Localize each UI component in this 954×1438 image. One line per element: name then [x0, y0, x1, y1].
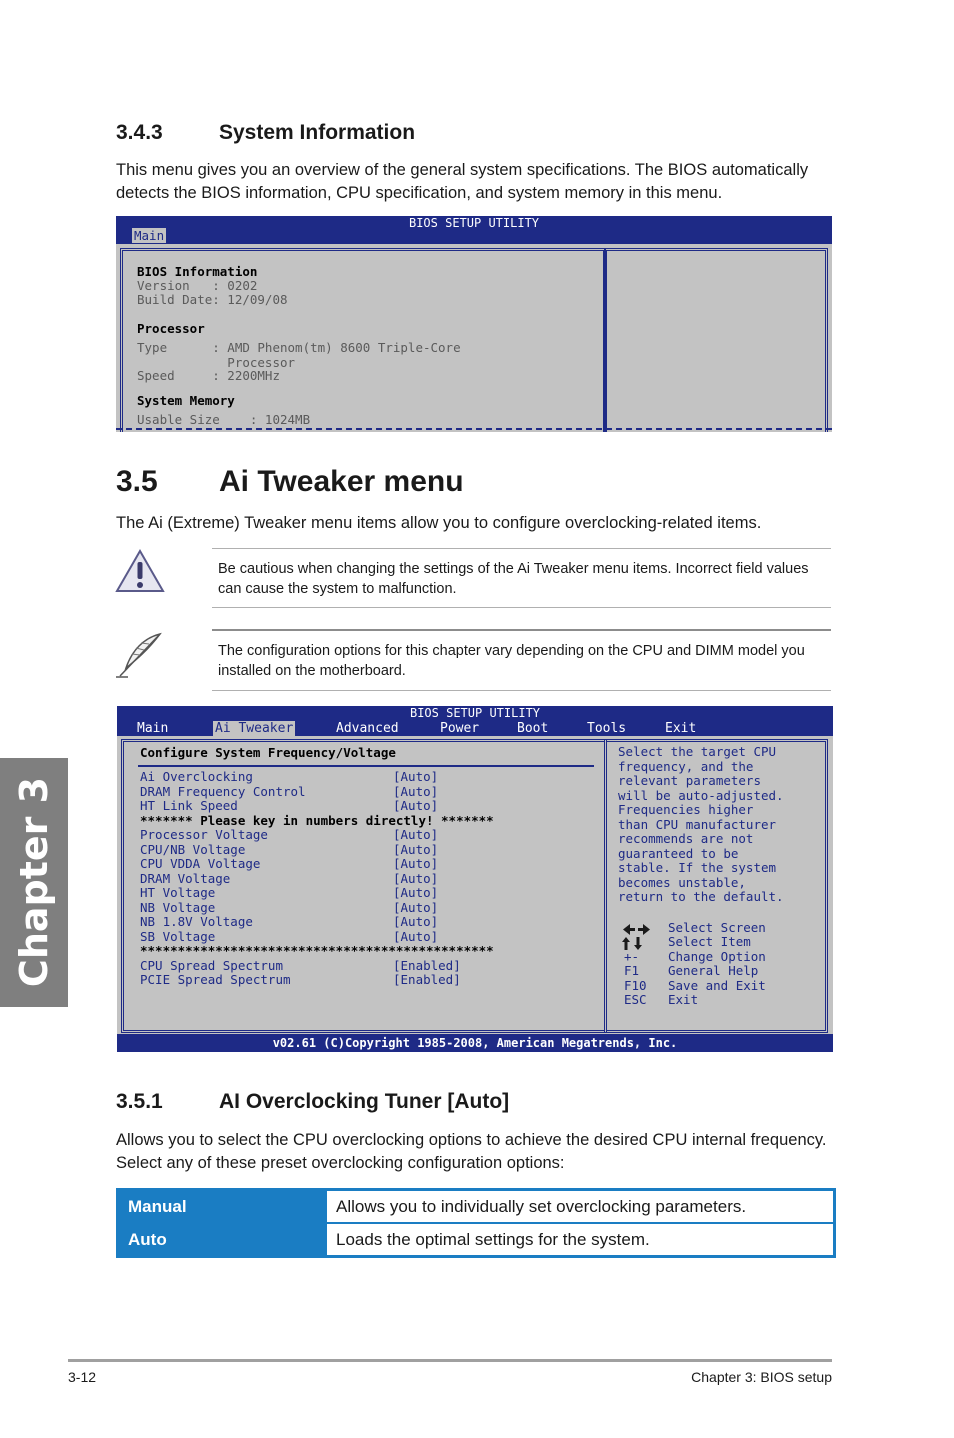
- bios-tab-main[interactable]: Main: [134, 228, 165, 243]
- item-cpu-vdda-voltage-label[interactable]: CPU VDDA Voltage: [140, 856, 261, 871]
- bios-bottom-bar: [117, 1034, 833, 1052]
- section-35-body: The Ai (Extreme) Tweaker menu items allow you to configure overclocking-related items.: [116, 514, 762, 532]
- table-row: [119, 1224, 833, 1255]
- bios-menu-tools[interactable]: Tools: [587, 721, 627, 736]
- table-row: [119, 1191, 833, 1222]
- bios-screenshot-system-info: [116, 216, 832, 432]
- item-cpu-nb-voltage-label[interactable]: CPU/NB Voltage: [140, 841, 246, 857]
- item-cpu-spread-spectrum-value[interactable]: [Enabled]: [393, 957, 461, 973]
- bios-menu-ai-tweaker[interactable]: Ai Tweaker: [215, 721, 294, 736]
- help-text: Select the target CPU frequency, and the relevant parameters will be auto-adjusted. Frequencies higher than CPU manufacturer recommends are not guaranteed to be stable. If the system becomes unstable, return to the default.: [618, 744, 784, 904]
- overclocking-options-table: [116, 1188, 836, 1258]
- option-desc-manual: Allows you to individually set overclocking parameters.: [327, 1191, 833, 1222]
- item-nb-voltage-value[interactable]: [Auto]: [393, 899, 439, 915]
- footer-rule: [68, 1359, 832, 1362]
- bios-title: BIOS SETUP UTILITY: [409, 706, 541, 720]
- item-pcie-spread-spectrum-value[interactable]: [Enabled]: [393, 972, 461, 987]
- section-title: AI Overclocking Tuner [Auto]: [219, 1090, 510, 1113]
- section-title: Ai Tweaker menu: [219, 465, 464, 498]
- star-separator: ***********************************************: [140, 943, 494, 958]
- panel-heading-rule: [138, 765, 594, 767]
- item-ai-overclocking-value[interactable]: [Auto]: [393, 769, 439, 784]
- section-351-body: Allows you to select the CPU overclocking options to achieve the desired CPU internal frequency. Select any of these preset overclocking configuration options:: [116, 1131, 827, 1172]
- processor-type: Type : AMD Phenom(tm) 8600 Triple-Core Processor: [137, 340, 461, 370]
- item-ht-voltage-value[interactable]: [Auto]: [393, 885, 439, 900]
- option-key-auto: Auto: [119, 1224, 325, 1255]
- caution-text: Be cautious when changing the settings of the Ai Tweaker menu items. Incorrect field values can cause the system to malfunction.: [218, 561, 809, 597]
- bios-menu-exit[interactable]: Exit: [665, 721, 697, 736]
- bios-menu-boot[interactable]: Boot: [517, 721, 549, 736]
- bios-top-bar: [116, 216, 832, 244]
- panel-heading: Configure System Frequency/Voltage: [140, 745, 396, 760]
- bios-screenshot-ai-tweaker: [117, 706, 833, 1052]
- section-number: 3.5.1: [116, 1090, 163, 1113]
- warning-line: ******* Please key in numbers directly! *******: [140, 812, 494, 828]
- item-dram-frequency-value[interactable]: [Auto]: [393, 783, 439, 799]
- item-sb-voltage-label[interactable]: SB Voltage: [140, 928, 216, 944]
- page-number: 3-12: [68, 1369, 97, 1385]
- item-cpu-spread-spectrum-label[interactable]: CPU Spread Spectrum: [140, 957, 283, 973]
- bios-menu-advanced[interactable]: Advanced: [336, 721, 399, 736]
- caution-icon: [114, 548, 166, 594]
- section-343-body: This menu gives you an overview of the general system specifications. The BIOS automatically detects the BIOS information, CPU specification, and system memory in this menu.: [116, 161, 809, 202]
- section-35-heading: [116, 465, 716, 503]
- bios-build-date: Build Date: 12/09/08: [137, 292, 288, 307]
- bios-info-heading: BIOS Information: [137, 264, 258, 279]
- feather-note-icon: [114, 630, 166, 680]
- processor-heading: Processor: [137, 321, 205, 336]
- item-cpu-vdda-voltage-value[interactable]: [Auto]: [393, 856, 439, 871]
- bios-menu-power[interactable]: Power: [440, 721, 480, 736]
- option-desc-auto: Loads the optimal settings for the system.: [327, 1224, 833, 1255]
- item-processor-voltage-label[interactable]: Processor Voltage: [140, 827, 268, 842]
- left-right-arrows-icon: [622, 921, 652, 934]
- item-nb-voltage-label[interactable]: NB Voltage: [140, 899, 216, 915]
- up-down-arrows-icon: [622, 935, 644, 948]
- item-dram-voltage-value[interactable]: [Auto]: [393, 870, 439, 886]
- section-343-heading: [116, 121, 716, 147]
- note-text: The configuration options for this chapter vary depending on the CPU and DIMM model you installed on the motherboard.: [218, 643, 805, 679]
- key-general-help: General Help: [668, 963, 759, 978]
- option-key-manual: Manual: [119, 1191, 325, 1222]
- bios-menu-main[interactable]: Main: [137, 721, 169, 736]
- bios-top-bar: [117, 706, 833, 736]
- key-select-item: Select Item: [668, 934, 751, 949]
- item-dram-frequency-label[interactable]: DRAM Frequency Control: [140, 783, 306, 799]
- item-ht-link-speed-value[interactable]: [Auto]: [393, 798, 439, 813]
- usable-size: Usable Size : 1024MB: [137, 412, 311, 427]
- bios-cut-edge: [116, 428, 832, 434]
- footer-chapter-title: Chapter 3: BIOS setup: [691, 1369, 832, 1385]
- key-save-and-exit: Save and Exit: [668, 977, 766, 993]
- chapter-tab-label: Chapter 3: [12, 776, 56, 988]
- item-nb-18v-voltage-value[interactable]: [Auto]: [393, 914, 439, 929]
- key-f1: F1: [624, 963, 640, 978]
- bios-title: BIOS SETUP UTILITY: [408, 216, 540, 230]
- memory-heading: System Memory: [137, 393, 235, 408]
- item-cpu-nb-voltage-value[interactable]: [Auto]: [393, 841, 439, 857]
- key-plus-minus: +-: [624, 948, 640, 964]
- chapter-side-tab: [0, 758, 68, 1007]
- bios-copyright: v02.61 (C)Copyright 1985-2008, American Megatrends, Inc.: [272, 1036, 678, 1050]
- key-change-option: Change Option: [668, 948, 766, 964]
- bios-version: Version : 0202: [137, 278, 258, 293]
- item-nb-18v-voltage-label[interactable]: NB 1.8V Voltage: [140, 914, 253, 929]
- note-notice: [212, 629, 831, 691]
- key-esc: ESC: [624, 992, 647, 1007]
- key-f10: F10: [624, 977, 647, 993]
- item-sb-voltage-value[interactable]: [Auto]: [393, 928, 439, 944]
- key-select-screen: Select Screen: [668, 919, 766, 935]
- section-351-heading: [116, 1090, 816, 1116]
- item-pcie-spread-spectrum-label[interactable]: PCIE Spread Spectrum: [140, 972, 291, 987]
- section-title: System Information: [219, 121, 416, 144]
- caution-notice: [212, 548, 831, 608]
- item-ai-overclocking-label[interactable]: Ai Overclocking: [140, 769, 253, 784]
- item-ht-link-speed-label[interactable]: HT Link Speed: [140, 798, 238, 813]
- section-number: 3.5: [116, 465, 158, 498]
- item-processor-voltage-value[interactable]: [Auto]: [393, 827, 439, 842]
- key-exit: Exit: [668, 992, 699, 1007]
- item-dram-voltage-label[interactable]: DRAM Voltage: [140, 870, 231, 886]
- bios-right-panel: [604, 248, 828, 432]
- processor-speed: Speed : 2200MHz: [137, 368, 280, 383]
- item-ht-voltage-label[interactable]: HT Voltage: [140, 885, 216, 900]
- section-number: 3.4.3: [116, 121, 163, 144]
